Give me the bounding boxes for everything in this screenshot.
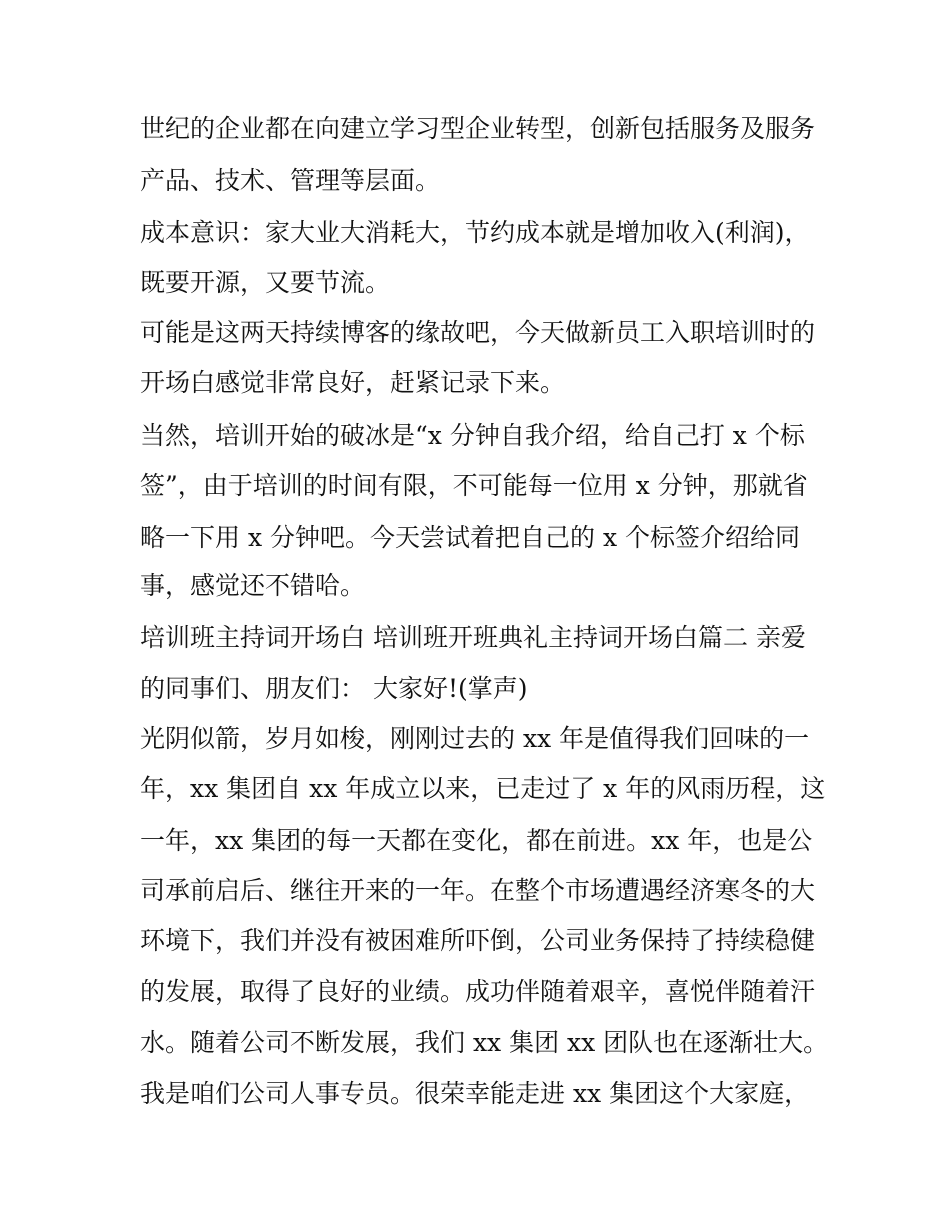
text-line: 光阴似箭，岁月如梭，刚刚过去的 xx 年是值得我们回味的一 <box>140 724 810 753</box>
text-line: 水。随着公司不断发展，我们 xx 集团 xx 团队也在逐渐壮大。 <box>140 1028 829 1057</box>
text-line: 年，xx 集团自 xx 年成立以来，已走过了 x 年的风雨历程，这 <box>140 774 826 803</box>
text-line: 开场白感觉非常良好，赶紧记录下来。 <box>140 368 566 397</box>
text-line: 成本意识：家大业大消耗大，节约成本就是增加收入(利润)， <box>140 218 810 247</box>
text-line: 的发展，取得了良好的业绩。成功伴随着艰辛，喜悦伴随着汗 <box>140 977 816 1006</box>
text-line: 的同事们、朋友们： 大家好!(掌声) <box>140 674 528 703</box>
text-line: 环境下，我们并没有被困难所吓倒，公司业务保持了持续稳健 <box>140 926 816 955</box>
text-line: 事，感觉还不错哈。 <box>140 571 366 600</box>
text-line: 我是咱们公司人事专员。很荣幸能走进 xx 集团这个大家庭， <box>140 1079 810 1108</box>
text-line: 可能是这两天持续博客的缘故吧，今天做新员工入职培训时的 <box>140 318 816 347</box>
text-line: 世纪的企业都在向建立学习型企业转型，创新包括服务及服务 <box>140 114 816 143</box>
text-line: 签”，由于培训的时间有限，不可能每一位用 x 分钟，那就省 <box>140 471 808 500</box>
text-line: 培训班主持词开场白 培训班开班典礼主持词开场白篇二 亲爱 <box>140 623 806 652</box>
text-line: 当然，培训开始的破冰是“x 分钟自我介绍，给自己打 x 个标 <box>140 421 805 450</box>
text-line: 既要开源，又要节流。 <box>140 268 391 297</box>
text-line: 一年，xx 集团的每一天都在变化，都在前进。xx 年，也是公 <box>140 826 813 855</box>
text-line: 司承前启后、继往开来的一年。在整个市场遭遇经济寒冬的大 <box>140 876 816 905</box>
text-line: 略一下用 x 分钟吧。今天尝试着把自己的 x 个标签介绍给同 <box>140 523 800 552</box>
text-line: 产品、技术、管理等层面。 <box>140 166 441 195</box>
